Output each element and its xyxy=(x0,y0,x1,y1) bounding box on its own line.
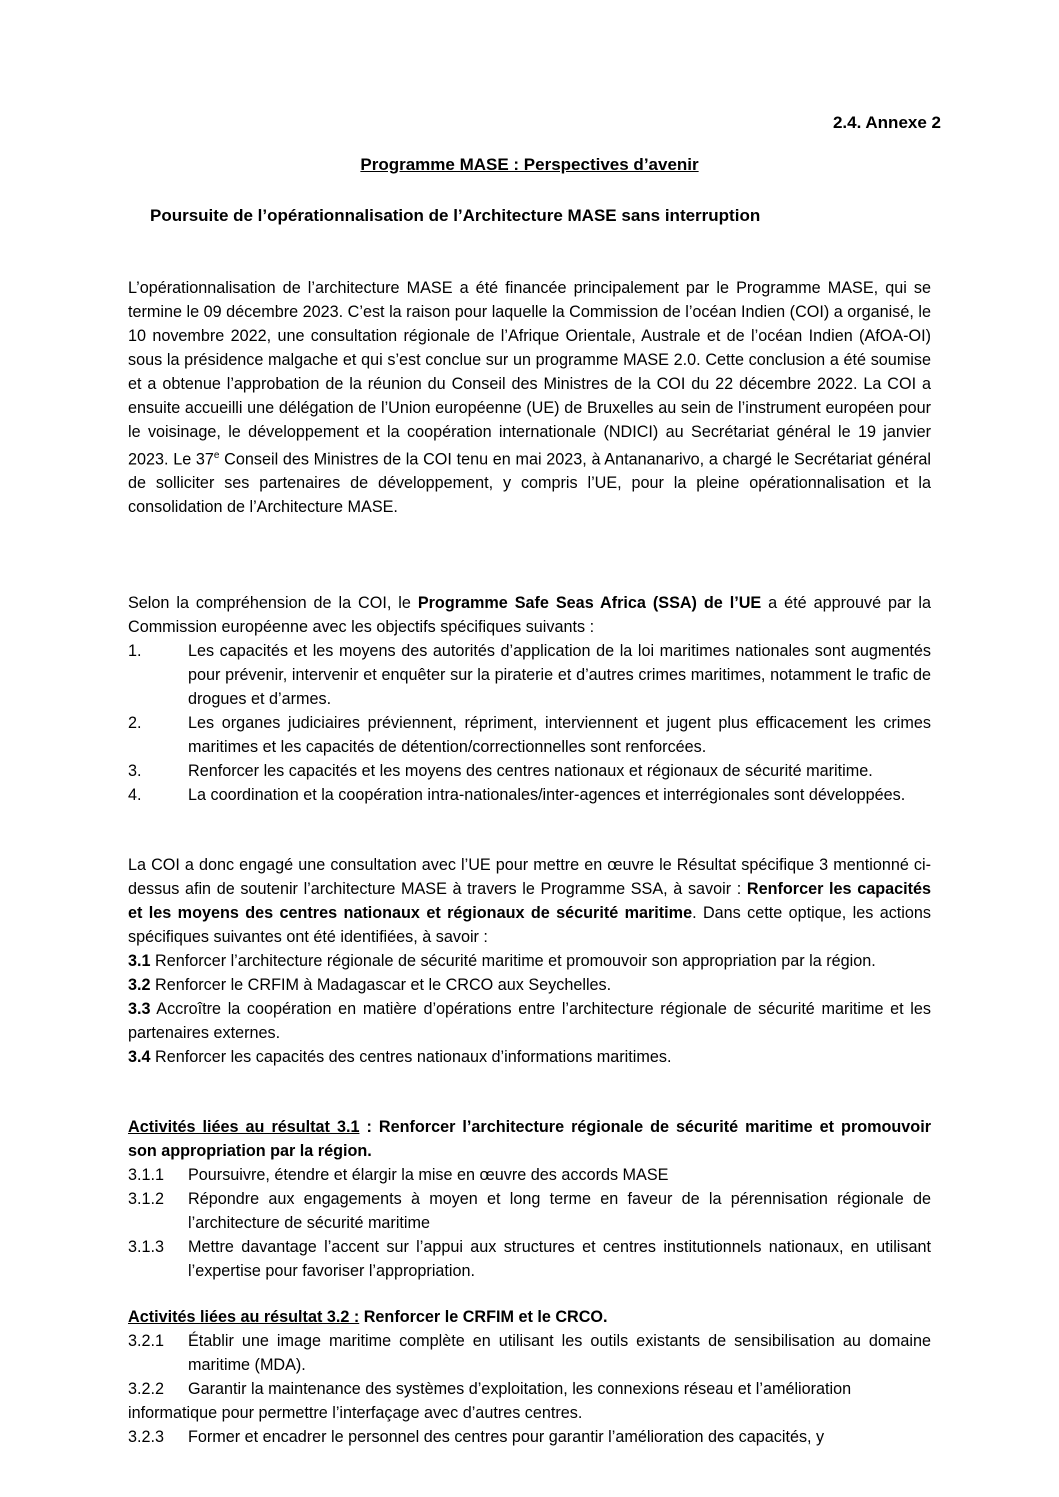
ssa-suffix: a été approuvé par la Commission européenne avec les objectifs spécifiques suivants : xyxy=(128,594,931,636)
action-number: 3.1 xyxy=(128,952,151,970)
activities-32-heading xyxy=(128,1305,931,1329)
consultation-section xyxy=(128,853,931,1069)
action-item xyxy=(128,1045,931,1069)
activity-number: 3.1.3 xyxy=(128,1238,165,1256)
objective-number: 2. xyxy=(128,714,142,732)
activities-32-heading-label: Activités liées au résultat 3.2 : xyxy=(128,1308,360,1326)
activity-text: Établir une image maritime complète en utilisant les outils existants de sensibilisation au domaine maritime (MDA). xyxy=(188,1332,931,1374)
activity-text: Garantir la maintenance des systèmes d’exploitation, les connexions réseau et l’amélioration xyxy=(188,1380,852,1398)
action-number: 3.2 xyxy=(128,976,151,994)
activities-32-heading-text: Renforcer le CRFIM et le CRCO. xyxy=(359,1308,608,1326)
ssa-section xyxy=(128,591,931,807)
activity-item xyxy=(128,1163,931,1187)
activity-number: 3.2.2 xyxy=(128,1380,165,1398)
consultation-paragraph xyxy=(128,853,931,949)
ordinal-superscript: e xyxy=(213,450,220,461)
annex-label: 2.4. Annexe 2 xyxy=(832,113,941,132)
activity-item xyxy=(128,1425,931,1449)
intro-text-1: L’opérationnalisation de l’architecture MASE a été financée principalement par le Programme MASE, qui se termine le 09 décembre 2023. C’est la raison pour laquelle la Commission de l’océan Indien (COI) a organisé, le 10 novembre 2022, une consultation régionale de l’Afrique Orientale, Australe et de l’océan Indien (AfOA-OI) sous la présidence malgache et qui s’est conclue sur un programme MASE 2.0. Cette conclusion a été soumise et a obtenue l’approbation de la réunion du Conseil des Ministres de la COI du 22 décembre 2022. La COI a ensuite accueilli une délégation de l’Union européenne (UE) de Bruxelles au sein de l’instrument européen pour le voisinage, le développement et la coopération internationale (NDICI) au Secrétariat général le 19 janvier 2023. Le 37 xyxy=(128,279,931,469)
activity-text: Mettre davantage l’accent sur l’appui aux structures et centres institutionnels nationaux, en utilisant l’expertise pour favoriser l’appropriation. xyxy=(188,1238,931,1280)
activities-31-section xyxy=(128,1115,931,1283)
objective-item xyxy=(128,759,931,783)
objective-number: 4. xyxy=(128,786,142,804)
page-title: Programme MASE : Perspectives d’avenir xyxy=(360,155,699,174)
activity-number: 3.1.2 xyxy=(128,1190,165,1208)
activity-text: Répondre aux engagements à moyen et long terme en faveur de la pérennisation régionale de l’architecture de sécurité maritime xyxy=(188,1190,931,1232)
objective-item xyxy=(128,783,931,807)
activity-item xyxy=(128,1235,931,1283)
action-item xyxy=(128,997,931,1045)
consultation-text-1: La COI a donc engagé une consultation avec l’UE pour mettre en œuvre le Résultat spécifique 3 mentionné ci-dessus afin de soutenir l’architecture MASE à travers le Programme SSA, à savoir : xyxy=(128,856,931,898)
action-item xyxy=(128,973,931,997)
action-text: Renforcer les capacités des centres nationaux d’informations maritimes. xyxy=(155,1048,672,1066)
objective-text: Les capacités et les moyens des autorités d’application de la loi maritimes nationales sont augmentés pour prévenir, intervenir et enquêter sur la piraterie et d’autres crimes maritimes, notamment le trafic de drogues et d’armes. xyxy=(188,642,931,708)
activity-item xyxy=(128,1377,931,1401)
activities-31-heading-text: : Renforcer l’architecture régionale de sécurité maritime et promouvoir son appropriation par la région. xyxy=(128,1118,931,1160)
objective-text: Les organes judiciaires préviennent, répriment, interviennent et jugent plus efficacement les crimes maritimes et les capacités de détention/correctionnelles sont renforcées. xyxy=(188,714,931,756)
action-number: 3.4 xyxy=(128,1048,151,1066)
activity-continuation: informatique pour permettre l’interfaçage avec d’autres centres. xyxy=(128,1404,583,1422)
intro-paragraph xyxy=(128,276,931,519)
objective-text: La coordination et la coopération intra-nationales/inter-agences et interrégionales sont développées. xyxy=(188,786,906,804)
objective-number: 1. xyxy=(128,642,142,660)
intro-text-2: Conseil des Ministres de la COI tenu en mai 2023, à Antananarivo, a chargé le Secrétariat général de solliciter ses partenaires de développement, y compris l’UE, pour la pleine opérationnalisation et la consolidation de l’Architecture MASE. xyxy=(128,450,932,517)
ssa-program-name: Programme Safe Seas Africa (SSA) de l’UE xyxy=(417,594,762,612)
activity-item xyxy=(128,1329,931,1377)
consultation-text-2: . Dans cette optique, les actions spécifiques suivantes ont été identifiées, à savoir : xyxy=(128,904,931,946)
activities-31-heading-label: Activités liées au résultat 3.1 xyxy=(128,1118,360,1136)
objective-text: Renforcer les capacités et les moyens des centres nationaux et régionaux de sécurité maritime. xyxy=(188,762,873,780)
objective-item xyxy=(128,639,931,711)
activities-31-heading xyxy=(128,1115,931,1163)
activities-32-section xyxy=(128,1305,931,1449)
activity-item xyxy=(128,1187,931,1235)
activity-number: 3.2.3 xyxy=(128,1428,165,1446)
activity-number: 3.1.1 xyxy=(128,1166,165,1184)
action-text: Accroître la coopération en matière d’opérations entre l’architecture régionale de sécurité maritime et les partenaires externes. xyxy=(128,1000,931,1042)
action-text: Renforcer l’architecture régionale de sécurité maritime et promouvoir son appropriation par la région. xyxy=(155,952,876,970)
action-number: 3.3 xyxy=(128,1000,151,1018)
ssa-prefix: Selon la compréhension de la COI, le xyxy=(128,594,418,612)
objective-item xyxy=(128,711,931,759)
consultation-emphasis: Renforcer les capacités et les moyens des centres nationaux et régionaux de sécurité maritime xyxy=(128,880,931,922)
activity-number: 3.2.1 xyxy=(128,1332,165,1350)
activity-text: Former et encadrer le personnel des centres pour garantir l’amélioration des capacités, y xyxy=(188,1428,825,1446)
page-subtitle: Poursuite de l’opérationnalisation de l’Architecture MASE sans interruption xyxy=(150,206,761,225)
ssa-paragraph xyxy=(128,591,931,639)
action-item xyxy=(128,949,931,973)
action-text: Renforcer le CRFIM à Madagascar et le CRCO aux Seychelles. xyxy=(155,976,612,994)
objective-number: 3. xyxy=(128,762,142,780)
activity-text: Poursuivre, étendre et élargir la mise en œuvre des accords MASE xyxy=(188,1166,669,1184)
